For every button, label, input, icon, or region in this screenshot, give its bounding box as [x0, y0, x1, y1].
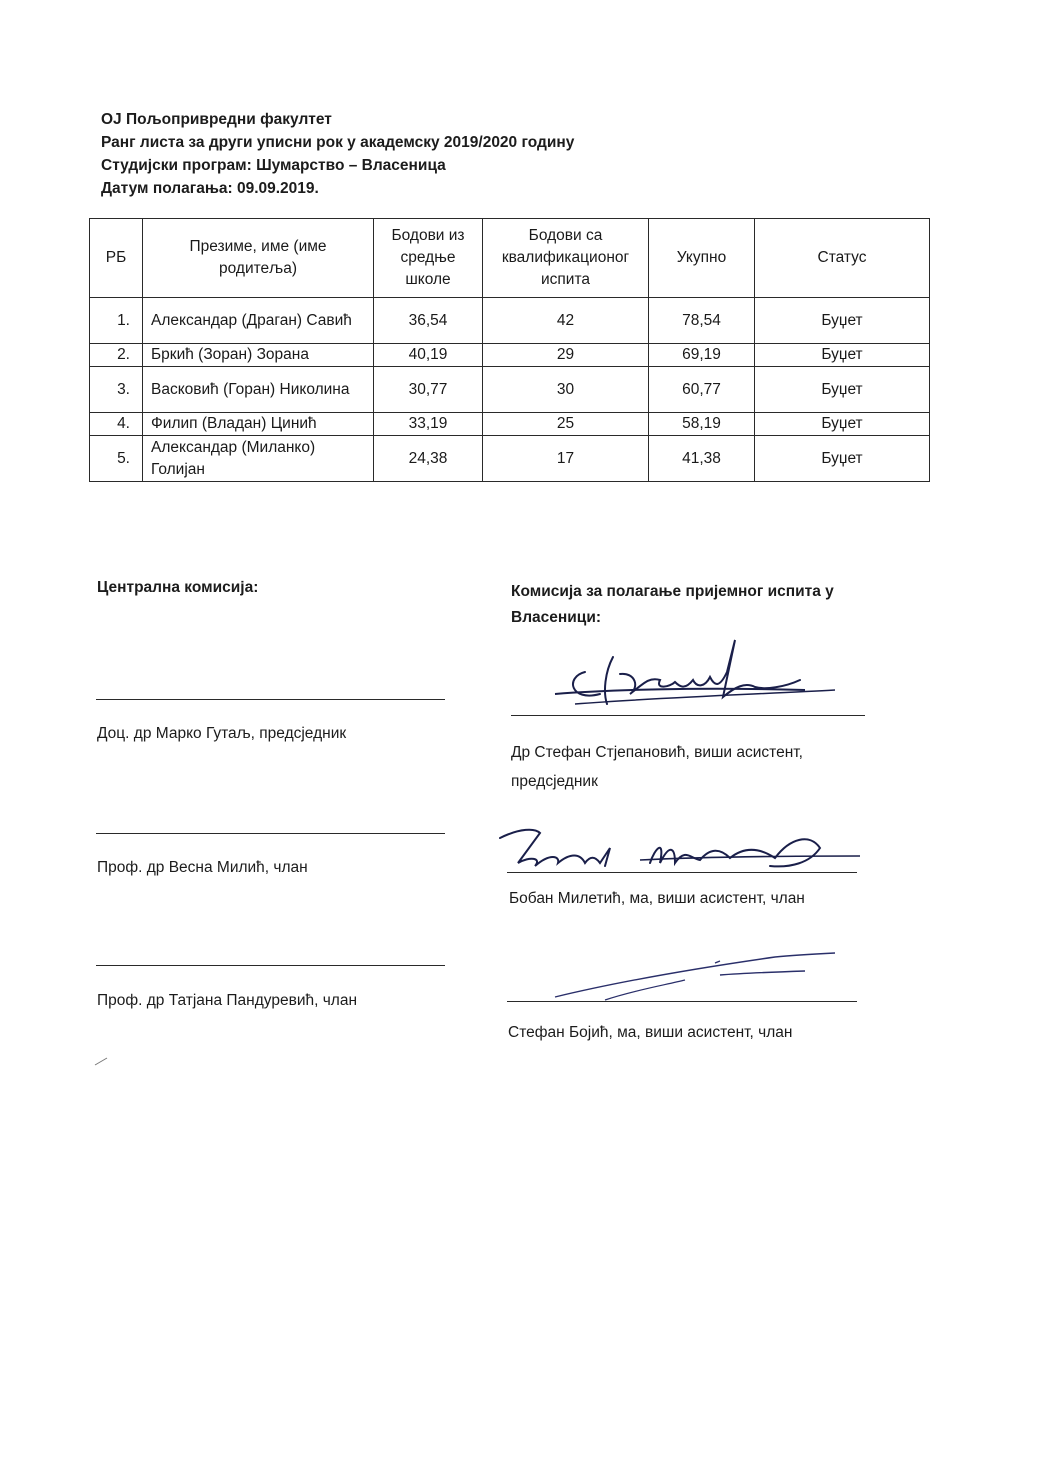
- local-member-2: Бобан Милетић, ма, виши асистент, члан: [509, 890, 805, 907]
- cell-rb: 2.: [90, 344, 143, 367]
- cell-rb: 5.: [90, 436, 143, 482]
- table-header-row: [90, 219, 930, 298]
- study-program: Студијски програм: Шумарство – Власеница: [101, 157, 446, 174]
- cell-total: 58,19: [649, 413, 755, 436]
- cell-name: Александар (Миланко) Голијан: [143, 436, 374, 482]
- ink-mark-icon: [93, 1055, 113, 1067]
- header-exam-points: Бодови са квалификационог испита: [483, 219, 649, 298]
- cell-school: 40,19: [374, 344, 483, 367]
- cell-status: Буџет: [755, 344, 930, 367]
- central-member-2: Проф. др Весна Милић, члан: [97, 859, 308, 876]
- local-member-1: Др Стефан Стјепановић, виши асистент, предсједник: [511, 744, 803, 790]
- cell-total: 69,19: [649, 344, 755, 367]
- cell-school: 30,77: [374, 367, 483, 413]
- signature-miletic-icon: [490, 818, 870, 878]
- signature-line: [507, 1001, 857, 1002]
- signature-bojic-icon: [545, 945, 845, 1005]
- header-name: Презиме, име (име родитеља): [143, 219, 374, 298]
- ranking-table: [89, 218, 930, 482]
- signature-line: [96, 833, 445, 834]
- table-row: [90, 298, 930, 344]
- cell-school: 36,54: [374, 298, 483, 344]
- header-school-points: Бодови из средње школе: [374, 219, 483, 298]
- cell-exam: 25: [483, 413, 649, 436]
- list-title: Ранг листа за други уписни рок у академску 2019/2020 годину: [101, 134, 575, 151]
- central-member-3: Проф. др Татјана Пандуревић, члан: [97, 992, 358, 1009]
- header-status: Статус: [755, 219, 930, 298]
- cell-name: Филип (Владан) Цинић: [143, 413, 374, 436]
- cell-exam: 42: [483, 298, 649, 344]
- cell-school: 33,19: [374, 413, 483, 436]
- cell-name: Васковић (Горан) Николина: [143, 367, 374, 413]
- document-header: [101, 108, 574, 200]
- cell-exam: 29: [483, 344, 649, 367]
- signature-line: [96, 965, 445, 966]
- cell-school: 24,38: [374, 436, 483, 482]
- cell-name: Александар (Драган) Савић: [143, 298, 374, 344]
- cell-rb: 1.: [90, 298, 143, 344]
- signature-line: [96, 699, 445, 700]
- cell-rb: 4.: [90, 413, 143, 436]
- cell-rb: 3.: [90, 367, 143, 413]
- table-row: [90, 436, 930, 482]
- exam-date: Датум полагања: 09.09.2019.: [101, 180, 319, 197]
- local-member-3: Стефан Бојић, ма, виши асистент, члан: [508, 1024, 793, 1041]
- local-commission-title: Комисија за полагање пријемног испита у Власеници:: [511, 583, 834, 626]
- table-row: [90, 344, 930, 367]
- cell-status: Буџет: [755, 298, 930, 344]
- central-member-1: Доц. др Марко Гутаљ, предсједник: [97, 725, 347, 742]
- central-commission-title: Централна комисија:: [97, 579, 259, 596]
- header-total: Укупно: [649, 219, 755, 298]
- cell-status: Буџет: [755, 367, 930, 413]
- cell-exam: 17: [483, 436, 649, 482]
- cell-exam: 30: [483, 367, 649, 413]
- table-row: [90, 367, 930, 413]
- signature-stjepanovic-icon: [545, 632, 845, 722]
- cell-name: Бркић (Зоран) Зорана: [143, 344, 374, 367]
- cell-total: 78,54: [649, 298, 755, 344]
- signature-line: [507, 872, 857, 873]
- header-rb: РБ: [90, 219, 143, 298]
- signature-line: [511, 715, 865, 716]
- cell-status: Буџет: [755, 413, 930, 436]
- cell-status: Буџет: [755, 436, 930, 482]
- cell-total: 41,38: [649, 436, 755, 482]
- faculty-name: ОЈ Пољопривредни факултет: [101, 111, 332, 128]
- cell-total: 60,77: [649, 367, 755, 413]
- table-row: [90, 413, 930, 436]
